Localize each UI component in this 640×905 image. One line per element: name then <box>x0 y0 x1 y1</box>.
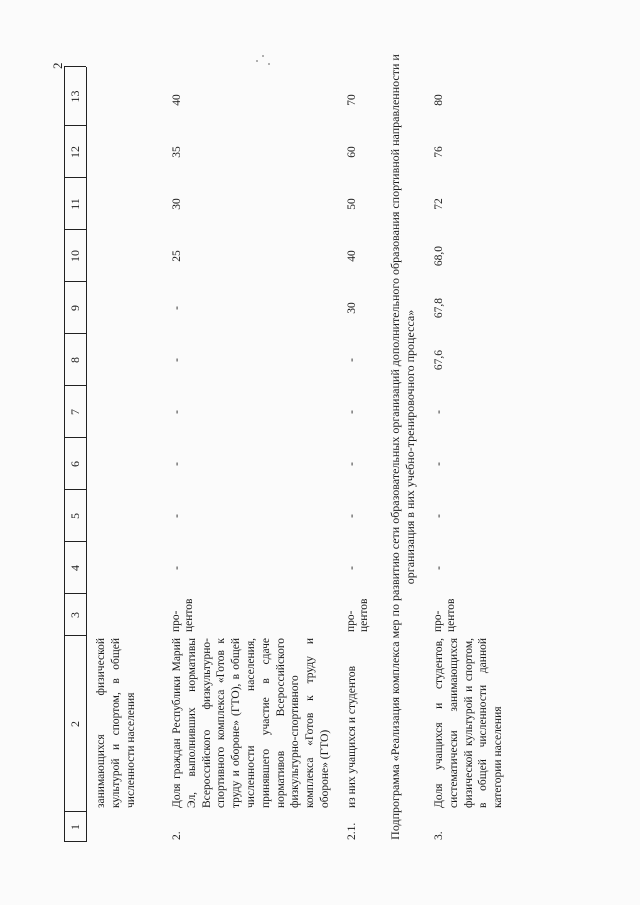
row-2-1-col-7: - <box>346 410 358 414</box>
header-col-12: 12 <box>68 146 82 158</box>
row-3-col-11: 72 <box>433 198 445 210</box>
row-2-1-col-10: 40 <box>346 250 358 262</box>
header-col-8: 8 <box>68 357 82 363</box>
page-number: 2 <box>50 62 65 69</box>
row-2-col-9: - <box>171 306 183 310</box>
row-2-1-col-8: - <box>346 358 358 362</box>
row-2-description: Доля граждан Республики Марий Эл, выполнивших нормативы Всероссийского физкультурно-спортивного комплекса «Готов к труду и обороне» (ГТО), в общей численности населения, принявшего участие в сдаче нормативов Всероссийского физкультурно-спортивного комплекса «Готов к труду и обороне» (ГТО) <box>171 638 331 808</box>
row-3-col-12: 76 <box>433 146 445 158</box>
header-col-3: 3 <box>68 612 82 618</box>
row-2-col-12: 35 <box>171 146 183 158</box>
row-2-col-8: - <box>171 358 183 362</box>
row-2-col-13: 40 <box>171 94 183 106</box>
table-header-bottom-border <box>86 67 87 842</box>
header-col-4: 4 <box>68 565 82 571</box>
row-2-col-7: - <box>171 410 183 414</box>
row-2-col-4: - <box>171 566 183 570</box>
header-col-13: 13 <box>68 90 82 103</box>
row-2-1-number: 2.1. <box>346 822 358 840</box>
row-2-col-11: 30 <box>171 198 183 210</box>
row-2-1-col-4: - <box>346 566 358 570</box>
header-col-6: 6 <box>68 461 82 467</box>
row-3-col-9: 67,8 <box>433 297 445 319</box>
rotated-landscape-content <box>50 52 590 852</box>
row-3-col-10: 68,0 <box>433 245 445 267</box>
row-2-col-5: - <box>171 514 183 518</box>
row-3-col-13: 80 <box>433 94 445 106</box>
row-2-1-description: из них учащихся и студентов <box>346 665 358 808</box>
row-2-1-col-13: 70 <box>346 94 358 106</box>
row-3-col-7: - <box>433 410 445 414</box>
row-3-col-5: - <box>433 514 445 518</box>
header-col-11: 11 <box>68 198 82 210</box>
row-2-col-6: - <box>171 462 183 466</box>
header-col-7: 7 <box>68 409 82 415</box>
row-2-1-col-5: - <box>346 514 358 518</box>
row-3-number: 3. <box>433 831 445 840</box>
row-2-unit: про- центов <box>170 598 195 632</box>
header-col-10: 10 <box>68 250 82 262</box>
row-2-1-col-12: 60 <box>346 146 358 158</box>
header-col-2: 2 <box>68 721 82 727</box>
row-3-col-6: - <box>433 462 445 466</box>
row-2-number: 2. <box>171 831 183 840</box>
row-2-1-unit: про- центов <box>345 598 370 632</box>
row-2-1-col-9: 30 <box>346 302 358 314</box>
row-3-unit: про- центов <box>432 598 457 632</box>
row-2-1-col-11: 50 <box>346 198 358 210</box>
row-3-col-8: 67,6 <box>433 349 445 371</box>
row-continuation-description: занимающихся физической культурой и спортом, в общей численности населения <box>95 638 137 808</box>
row-2-col-10: 25 <box>171 250 183 262</box>
row-2-1-col-6: - <box>346 462 358 466</box>
header-col-5: 5 <box>68 513 82 519</box>
header-col-1: 1 <box>68 824 82 830</box>
header-col-9: 9 <box>68 305 82 311</box>
row-3-description: Доля учащихся и студентов, систематически занимающихся физической культурой и спортом, в общей численности данной категории населения <box>433 638 505 808</box>
row-3-col-4: - <box>433 566 445 570</box>
subprogram-heading: Подпрограмма «Реализация комплекса мер по развитию сети образовательных организаций дополнительного образования спортивной направленности и организация в них учебно-тренировочного процесса» <box>388 54 417 840</box>
